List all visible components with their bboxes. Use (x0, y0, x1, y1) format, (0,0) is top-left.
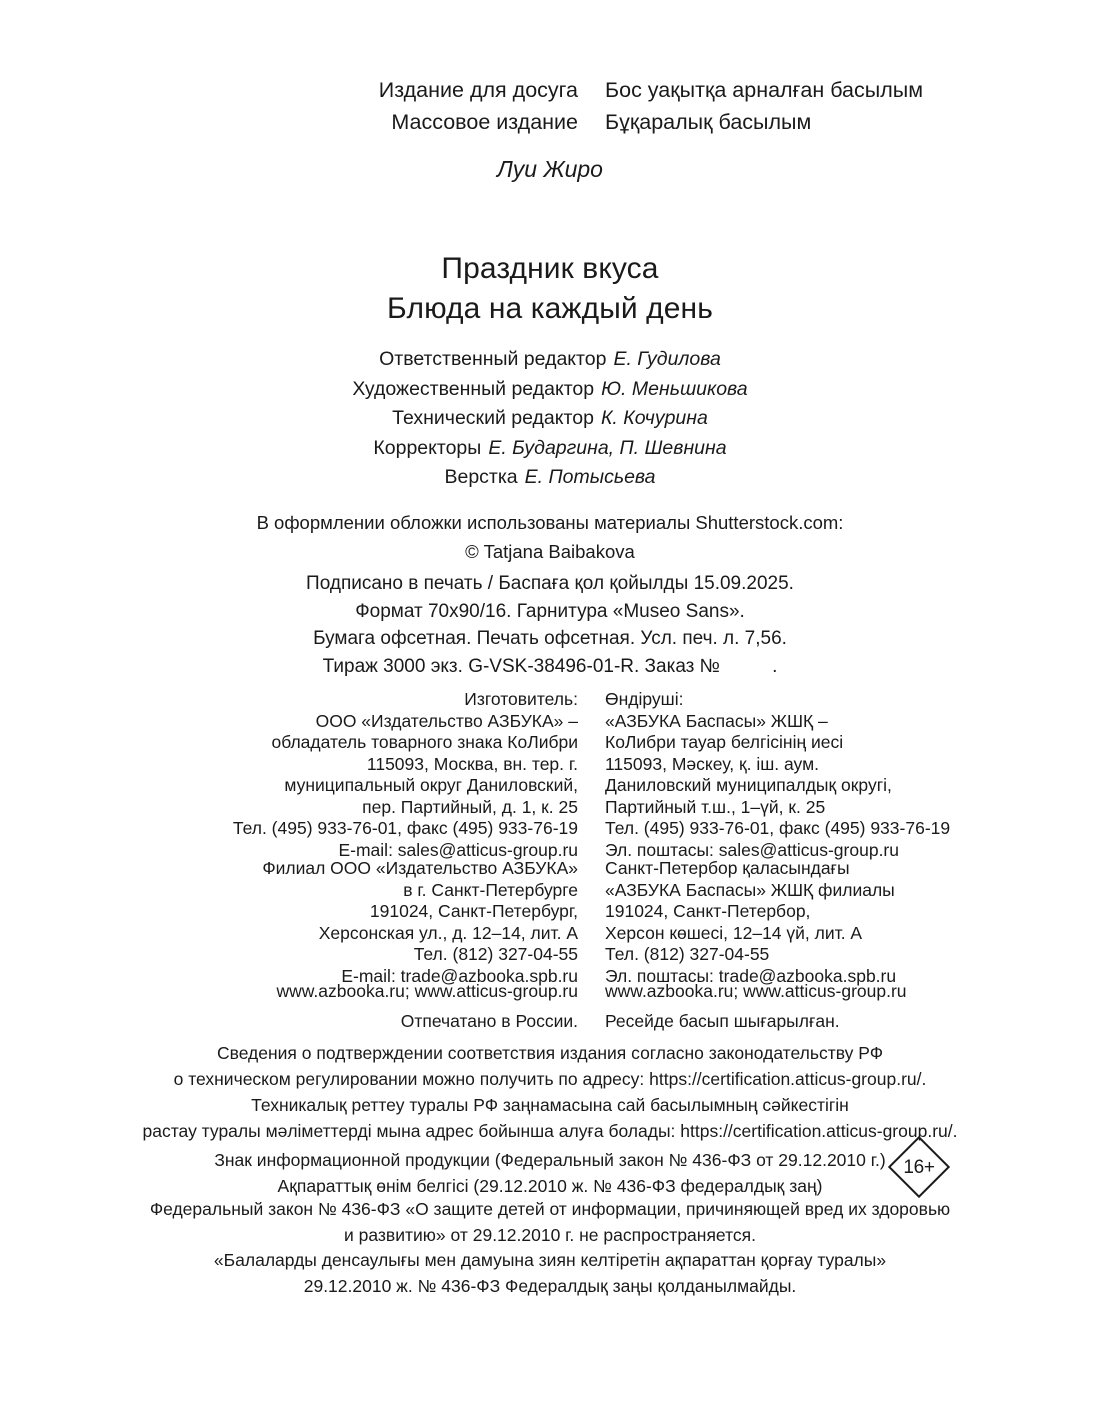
conformity-kz-line-2: растау туралы мәліметтерді мына адрес бойынша алуға болады: https://certification.atticus-group.ru/. (142, 1121, 958, 1141)
publisher-ru-line: Изготовитель: (464, 689, 578, 709)
publisher-kz-email: Эл. поштасы: sales@atticus-group.ru (605, 839, 899, 860)
branch-ru-line: Филиал ООО «Издательство АЗБУКА» (262, 858, 578, 878)
credit-row (0, 375, 1100, 405)
branch-ru-phone: Тел. (812) 327-04-55 (413, 944, 578, 964)
book-title-line-1: Праздник вкуса (441, 252, 659, 285)
federal-law-line-3: «Балаларды денсаулығы мен дамуына зиян келтіретін ақпараттан қорғау туралы» (213, 1250, 887, 1270)
branch-kz-line: Херсон көшесі, 12–14 үй, лит. А (605, 922, 863, 943)
publisher-kz-line: Партийный т.ш., 1–үй, к. 25 (605, 796, 826, 817)
credit-person: К. Кочурина (600, 407, 708, 429)
imprint-kz-line-2: Бұқаралық басылым (605, 110, 812, 134)
branch-info (0, 858, 1100, 987)
credit-role: Технический редактор (392, 407, 594, 429)
age-rating-label: 16+ (903, 1156, 935, 1178)
imprint-ru-line-2: Массовое издание (391, 110, 578, 134)
branch-kz-phone: Тел. (812) 327-04-55 (605, 944, 770, 964)
imprint-header (0, 74, 1100, 138)
publisher-info-ru (0, 689, 578, 861)
credit-row (0, 434, 1100, 464)
publisher-ru-line: муниципальный округ Даниловский, (284, 775, 578, 795)
cover-credit (0, 508, 1100, 566)
branch-info-kz (578, 858, 1100, 987)
imprint-kz-line-1: Бос уақытқа арналған басылым (605, 78, 923, 102)
printed-in-row (0, 1011, 1100, 1033)
federal-law-line-2: и развитию» от 29.12.2010 г. не распространяется. (343, 1224, 756, 1245)
publisher-kz-line: 115093, Мәскеу, қ. іш. аум. (605, 753, 820, 774)
publisher-ru-line: обладатель товарного знака КоЛибри (271, 732, 578, 752)
conformity-kz-line-1: Техникалық реттеу туралы РФ заңнамасына сай басылымның сәйкестігін (251, 1095, 849, 1115)
publisher-ru-phone: Тел. (495) 933-76-01, факс (495) 933-76-19 (232, 818, 578, 838)
credit-person: Ю. Меньшикова (601, 377, 748, 400)
publisher-kz-line: Өндіруші: (605, 689, 684, 709)
credit-row (0, 463, 1100, 493)
branch-kz-line: 191024, Санкт-Петербор, (605, 901, 811, 921)
publisher-info (0, 689, 1100, 861)
credit-role: Ответственный редактор (379, 348, 607, 370)
print-info-circulation (0, 653, 1100, 681)
conformity-notice-ru (0, 1040, 1100, 1092)
publisher-kz-phone: Тел. (495) 933-76-01, факс (495) 933-76-19 (605, 818, 951, 838)
federal-law-notice (0, 1197, 1100, 1299)
cover-credit-line-1: В оформлении обложки использованы материалы Shutterstock.com: (256, 512, 844, 533)
credit-role: Верстка (444, 466, 518, 488)
cover-credit-line-2: © Tatjana Baibakova (465, 541, 635, 562)
publisher-kz-line: Даниловский муниципалдық округі, (605, 775, 892, 795)
publisher-ru-email: E-mail: sales@atticus-group.ru (338, 839, 578, 860)
print-info-paper: Бумага офсетная. Печать офсетная. Усл. печ. л. 7,56. (313, 628, 787, 649)
publisher-ru-line: 115093, Москва, вн. тер. г. (366, 753, 578, 774)
branch-kz-line: Санкт-Петербор қаласындағы (605, 858, 850, 878)
book-title (0, 249, 1100, 329)
website-ru[interactable]: www.azbooka.ru; www.atticus-group.ru (276, 981, 578, 1001)
branch-kz-email: Эл. поштасы: trade@azbooka.spb.ru (605, 965, 897, 986)
credit-row (0, 345, 1100, 375)
printed-in-ru: Отпечатано в России. (400, 1011, 578, 1031)
mark-line-ru: Знак информационной продукции (Федеральный закон № 436-ФЗ от 29.12.2010 г.) (214, 1150, 886, 1170)
print-info-circulation-text: Тираж 3000 экз. G-VSK-38496-01-R. Заказ № (322, 655, 721, 677)
branch-ru-line: 191024, Санкт-Петербург, (369, 901, 578, 921)
credit-person: Е. Гудилова (613, 348, 721, 370)
branch-ru-line: в г. Санкт-Петербурге (403, 879, 578, 900)
imprint-header-ru (0, 74, 578, 138)
credit-role: Корректоры (373, 436, 482, 459)
imprint-ru-line-1: Издание для досуга (378, 78, 578, 102)
mark-line-kz: Ақпараттық өнім белгісі (29.12.2010 ж. № 436-ФЗ федералдық заң) (277, 1176, 823, 1196)
publisher-ru-line: пер. Партийный, д. 1, к. 25 (362, 796, 578, 817)
print-info-circulation-end: . (772, 655, 778, 677)
print-info-signed: Подписано в печать / Баспаға қол қойылды 15.09.2025. (306, 573, 794, 594)
credit-row (0, 404, 1100, 434)
conformity-ru-line-2: о техническом регулировании можно получить по адресу: https://certification.atticus-group.ru/. (173, 1069, 927, 1089)
print-info-format: Формат 70х90/16. Гарнитура «Museo Sans». (355, 600, 745, 622)
credits-list (0, 345, 1100, 493)
printed-in-kz: Ресейде басып шығарылған. (605, 1011, 840, 1031)
branch-kz-line: «АЗБУКА Баспасы» ЖШҚ филиалы (605, 879, 895, 900)
credit-role: Художественный редактор (352, 377, 595, 400)
publisher-ru-line: ООО «Издательство АЗБУКА» – (315, 710, 578, 731)
branch-ru-line: Херсонская ул., д. 12–14, лит. А (318, 922, 578, 943)
credit-person: Е. Бударгина, П. Шевнина (488, 436, 727, 459)
credit-person: Е. Потысьева (524, 466, 656, 488)
branch-info-ru (0, 858, 578, 987)
federal-law-line-1: Федеральный закон № 436-ФЗ «О защите детей от информации, причиняющей вред их здоровью (149, 1199, 951, 1219)
publisher-info-kz (578, 689, 1100, 861)
author-name: Луи Жиро (497, 156, 603, 182)
branch-ru-email: E-mail: trade@azbooka.spb.ru (341, 965, 578, 986)
publisher-kz-line: КоЛибри тауар белгісінің иесі (605, 732, 844, 752)
conformity-ru-line-1: Сведения о подтверждении соответствия издания согласно законодательству РФ (216, 1043, 884, 1063)
imprint-header-kz (578, 74, 1100, 138)
federal-law-line-4: 29.12.2010 ж. № 436-ФЗ Федералдық заңы қолданылмайды. (303, 1275, 797, 1296)
printing-info (0, 570, 1100, 680)
publisher-kz-line: «АЗБУКА Баспасы» ЖШҚ – (605, 710, 828, 731)
website-row (0, 981, 1100, 1003)
age-rating-badge (888, 1136, 950, 1198)
book-title-line-2: Блюда на каждый день (387, 292, 713, 325)
website-kz[interactable]: www.azbooka.ru; www.atticus-group.ru (605, 981, 907, 1001)
